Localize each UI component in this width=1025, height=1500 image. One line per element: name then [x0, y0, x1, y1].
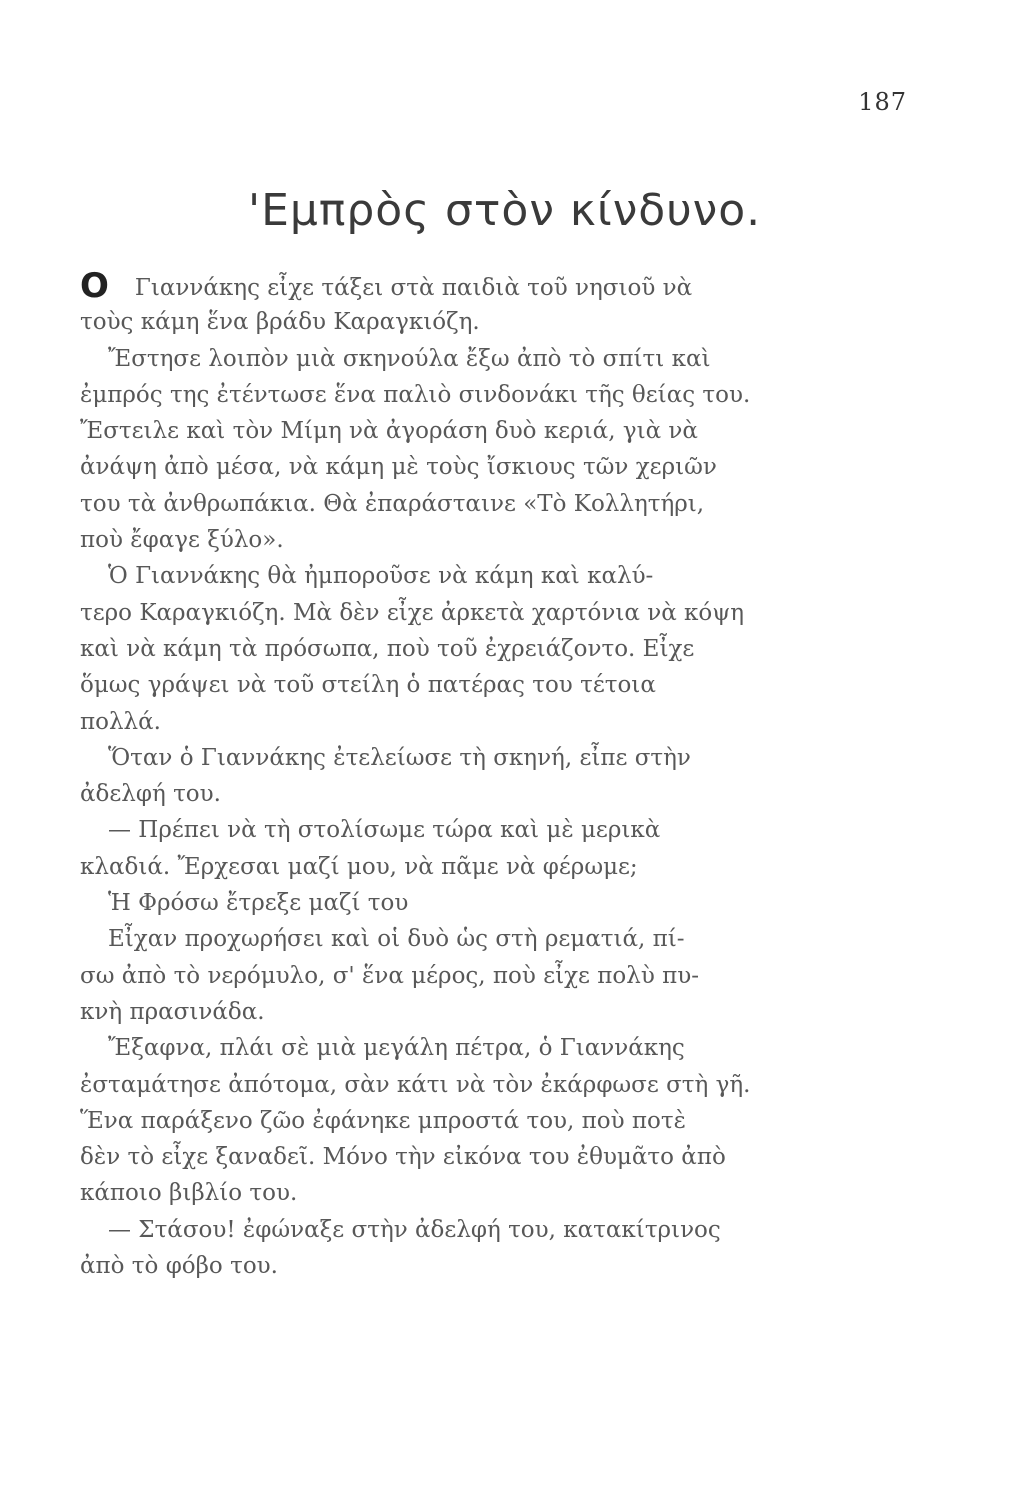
text-line: Ἔξαφνα, πλάι σὲ μιὰ μεγάλη πέτρα, ὁ Γιαννάκης — [108, 1035, 685, 1062]
text-line: κνὴ πρασινάδα. — [80, 998, 265, 1025]
text-line: σω ἀπὸ τὸ νερόμυλο, σ' ἕνα μέρος, ποὺ εἶχε πολὺ πυ- — [80, 962, 699, 989]
text-line: Ἔστησε λοιπὸν μιὰ σκηνούλα ἔξω ἀπὸ τὸ σπίτι καὶ — [108, 345, 711, 372]
text-line: κάποιο βιβλίο του. — [80, 1180, 298, 1207]
text-line: ἐμπρός της ἐτέντωσε ἕνα παλιὸ σινδονάκι τῆς θείας του. — [80, 381, 751, 408]
text-line — [80, 268, 880, 304]
text-line: πολλά. — [80, 708, 161, 735]
line-text: Γιαννάκης εἶχε τάξει στὰ παιδιὰ τοῦ νησιοῦ νὰ — [134, 275, 693, 301]
text-line: καὶ νὰ κάμη τὰ πρόσωπα, ποὺ τοῦ ἐχρειάζοντο. Εἶχε — [80, 635, 695, 662]
text-line: — Πρέπει νὰ τὴ στολίσωμε τώρα καὶ μὲ μερικὰ — [108, 817, 661, 844]
body-text — [80, 268, 880, 1284]
text-line: του τὰ ἀνθρωπάκια. Θὰ ἐπαράσταινε «Τὸ Κολλητήρι, — [80, 490, 705, 517]
chapter-title: 'Εμπρὸς στὸν κίνδυνο. — [248, 185, 762, 236]
page-number: 187 — [858, 88, 907, 116]
text-line: — Στάσου! ἐφώναξε στὴν ἀδελφή του, κατακίτρινος — [108, 1216, 721, 1243]
text-line: Εἶχαν προχωρήσει καὶ οἱ δυὸ ὡς στὴ ρεματιά, πί- — [108, 926, 685, 953]
text-line: κλαδιά. Ἔρχεσαι μαζί μου, νὰ πᾶμε νὰ φέρωμε; — [80, 853, 638, 880]
text-line: ἐσταμάτησε ἀπότομα, σὰν κάτι νὰ τὸν ἐκάρφωσε στὴ γῆ. — [80, 1071, 751, 1098]
text-line: Ὅταν ὁ Γιαννάκης ἐτελείωσε τὴ σκηνή, εἶπε στὴν — [108, 744, 691, 771]
text-line: ποὺ ἔφαγε ξύλο». — [80, 527, 284, 554]
text-line: Ἕνα παράξενο ζῶο ἐφάνηκε μπροστά του, ποὺ ποτὲ — [80, 1107, 686, 1134]
text-line: τερο Καραγκιόζη. Μὰ δὲν εἶχε ἀρκετὰ χαρτόνια νὰ κόψη — [80, 599, 745, 626]
text-line: τοὺς κάμη ἕνα βράδυ Καραγκιόζη. — [80, 309, 480, 336]
text-line: Ἡ Φρόσω ἔτρεξε μαζί του — [108, 890, 409, 917]
text-line: Ὁ Γιαννάκης θὰ ἠμποροῦσε νὰ κάμη καὶ καλύ- — [108, 563, 654, 590]
text-line: ἀνάψη ἀπὸ μέσα, νὰ κάμη μὲ τοὺς ἴσκιους τῶν χεριῶν — [80, 454, 717, 481]
text-line: δὲν τὸ εἶχε ξαναδεῖ. Μόνο τὴν εἰκόνα του ἐθυμᾶτο ἀπὸ — [80, 1144, 726, 1171]
text-line: ἀπὸ τὸ φόβο του. — [80, 1253, 278, 1280]
drop-cap: Ο — [80, 266, 109, 306]
text-line: ἀδελφή του. — [80, 781, 221, 808]
text-line: ὅμως γράψει νὰ τοῦ στείλη ὁ πατέρας του τέτοια — [80, 672, 656, 699]
text-line: Ἔστειλε καὶ τὸν Μίμη νὰ ἀγοράση δυὸ κεριά, γιὰ νὰ — [80, 418, 698, 445]
